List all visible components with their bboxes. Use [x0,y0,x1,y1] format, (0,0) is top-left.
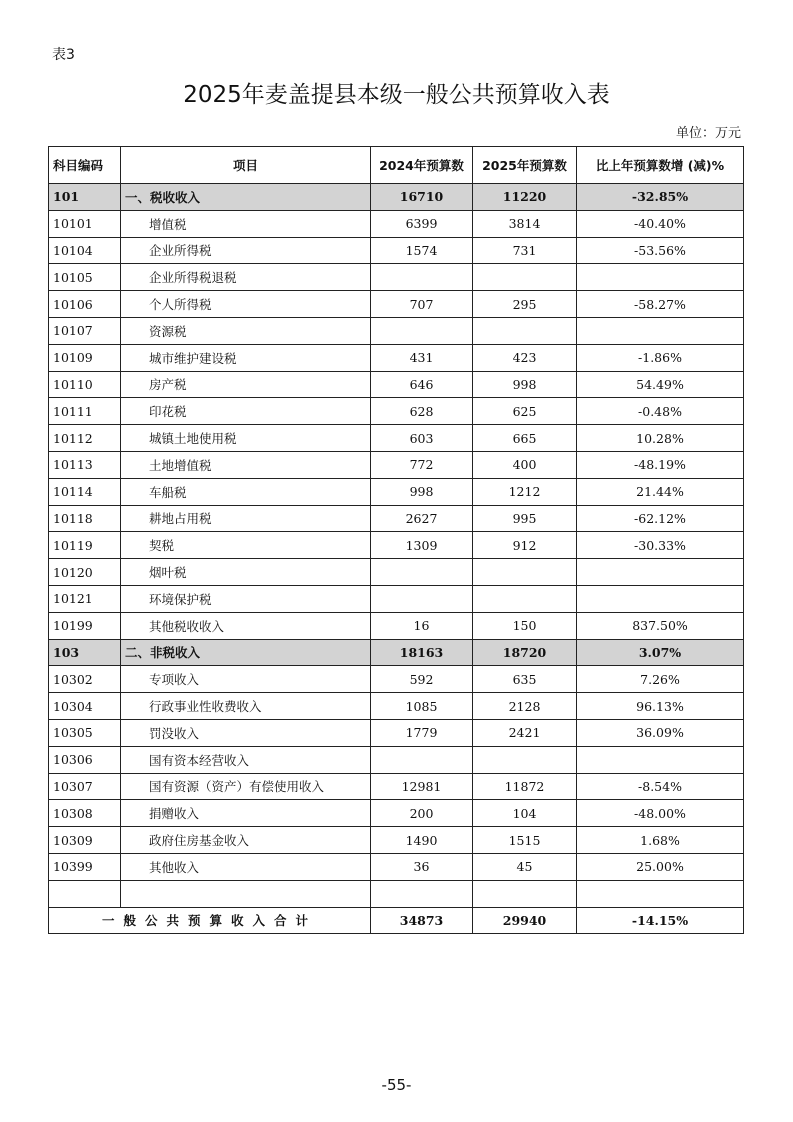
cell-code: 103 [49,639,121,666]
cell-2024: 16710 [371,184,473,211]
cell-code: 10307 [49,773,121,800]
table-row [49,800,744,827]
cell-2025: 3814 [473,210,577,237]
cell-2024: 707 [371,291,473,318]
header-change: 比上年预算数增 (减)% [577,147,744,184]
cell-change: 96.13% [577,693,744,720]
cell-code: 10120 [49,559,121,586]
cell-item: 烟叶税 [121,559,371,586]
cell-change [577,317,744,344]
cell-code: 10304 [49,693,121,720]
cell-code: 10118 [49,505,121,532]
cell-2024: 646 [371,371,473,398]
cell-item: 房产税 [121,371,371,398]
cell-change: -58.27% [577,291,744,318]
cell-change [577,264,744,291]
unit-label: 单位：万元 [675,126,741,141]
cell-change: -0.48% [577,398,744,425]
cell-change: 1.68% [577,827,744,854]
cell-change: -40.40% [577,210,744,237]
table-row [49,398,744,425]
cell-2025: 104 [473,800,577,827]
cell-item: 国有资源（资产）有偿使用收入 [121,773,371,800]
cell-change: -32.85% [577,184,744,211]
cell-change: -8.54% [577,773,744,800]
cell-code: 10306 [49,746,121,773]
cell-item: 环境保护税 [121,585,371,612]
cell-item: 其他税收收入 [121,612,371,639]
cell-2025: 665 [473,425,577,452]
cell-code: 10109 [49,344,121,371]
total-2025: 29940 [473,907,577,934]
cell-2024: 431 [371,344,473,371]
cell-2025 [473,585,577,612]
table-body [49,184,744,934]
cell-code: 101 [49,184,121,211]
cell-change: 3.07% [577,639,744,666]
cell-change [577,559,744,586]
cell-change: 54.49% [577,371,744,398]
cell-2024: 2627 [371,505,473,532]
table-row [49,478,744,505]
cell-2025: 45 [473,853,577,880]
cell-2024: 6399 [371,210,473,237]
header-2024: 2024年预算数 [371,147,473,184]
table-label: 表3 [52,47,75,63]
table-row [49,746,744,773]
cell-2024: 36 [371,853,473,880]
cell-code: 10119 [49,532,121,559]
cell-code: 10105 [49,264,121,291]
cell-2025: 731 [473,237,577,264]
cell-code: 10308 [49,800,121,827]
cell-change: 7.26% [577,666,744,693]
cell-item: 专项收入 [121,666,371,693]
table-row [49,880,744,907]
category-row [49,639,744,666]
cell-change: 10.28% [577,425,744,452]
cell-2025 [473,746,577,773]
cell-code: 10106 [49,291,121,318]
cell-2024: 772 [371,451,473,478]
cell-2024: 1085 [371,693,473,720]
table-row [49,693,744,720]
cell-code: 10302 [49,666,121,693]
cell-change: -1.86% [577,344,744,371]
cell-2025 [473,880,577,907]
table-row [49,827,744,854]
cell-change: -62.12% [577,505,744,532]
cell-change: -30.33% [577,532,744,559]
cell-code: 10199 [49,612,121,639]
cell-2024 [371,585,473,612]
cell-2024 [371,317,473,344]
table-row [49,291,744,318]
cell-code: 10399 [49,853,121,880]
cell-2024 [371,264,473,291]
cell-2024: 628 [371,398,473,425]
cell-2024: 592 [371,666,473,693]
header-code: 科目编码 [49,147,121,184]
total-label: 一般公共预算收入合计 [49,907,371,934]
table-row [49,559,744,586]
cell-2025: 295 [473,291,577,318]
cell-2024: 18163 [371,639,473,666]
cell-change: -48.19% [577,451,744,478]
cell-code: 10104 [49,237,121,264]
table-row [49,853,744,880]
page-number: -55- [381,1076,412,1094]
table-row [49,371,744,398]
cell-item: 罚没收入 [121,719,371,746]
cell-2025: 11220 [473,184,577,211]
cell-2024: 16 [371,612,473,639]
cell-2025: 2421 [473,719,577,746]
cell-2024 [371,880,473,907]
cell-code: 10305 [49,719,121,746]
budget-table [48,146,744,934]
table-row [49,505,744,532]
cell-2024: 998 [371,478,473,505]
cell-change: 21.44% [577,478,744,505]
cell-2025: 998 [473,371,577,398]
cell-change [577,746,744,773]
cell-change [577,880,744,907]
cell-change: -48.00% [577,800,744,827]
cell-code: 10113 [49,451,121,478]
cell-2024: 1490 [371,827,473,854]
category-row [49,184,744,211]
cell-item: 国有资本经营收入 [121,746,371,773]
table-row [49,585,744,612]
page-title: 2025年麦盖提县本级一般公共预算收入表 [183,82,610,108]
cell-item: 城镇土地使用税 [121,425,371,452]
cell-2025: 635 [473,666,577,693]
cell-code: 10309 [49,827,121,854]
cell-2025 [473,317,577,344]
cell-2025 [473,559,577,586]
cell-item: 政府住房基金收入 [121,827,371,854]
cell-item: 契税 [121,532,371,559]
cell-2025: 400 [473,451,577,478]
cell-2025: 1515 [473,827,577,854]
cell-2025: 2128 [473,693,577,720]
cell-item: 资源税 [121,317,371,344]
cell-change: 25.00% [577,853,744,880]
cell-item: 企业所得税退税 [121,264,371,291]
cell-item [121,880,371,907]
cell-2024: 1574 [371,237,473,264]
cell-item: 个人所得税 [121,291,371,318]
cell-change: -53.56% [577,237,744,264]
cell-2024: 1779 [371,719,473,746]
cell-code: 10111 [49,398,121,425]
cell-2024: 1309 [371,532,473,559]
table-row [49,317,744,344]
cell-2025: 625 [473,398,577,425]
cell-code: 10101 [49,210,121,237]
table-row [49,425,744,452]
table-row [49,612,744,639]
cell-item: 捐赠收入 [121,800,371,827]
cell-item: 一、税收收入 [121,184,371,211]
cell-2024 [371,559,473,586]
table-row [49,264,744,291]
table-row [49,719,744,746]
cell-2025: 11872 [473,773,577,800]
cell-2024 [371,746,473,773]
total-change: -14.15% [577,907,744,934]
cell-code [49,880,121,907]
cell-2025: 995 [473,505,577,532]
header-2025: 2025年预算数 [473,147,577,184]
table-row [49,532,744,559]
table-row [49,210,744,237]
total-row [49,907,744,934]
cell-item: 增值税 [121,210,371,237]
header-row [49,147,744,184]
cell-2025 [473,264,577,291]
cell-2025: 423 [473,344,577,371]
table-row [49,237,744,264]
header-item: 项目 [121,147,371,184]
cell-item: 车船税 [121,478,371,505]
cell-2025: 1212 [473,478,577,505]
cell-2024: 200 [371,800,473,827]
cell-item: 行政事业性收费收入 [121,693,371,720]
cell-item: 其他收入 [121,853,371,880]
cell-2024: 12981 [371,773,473,800]
cell-change [577,585,744,612]
cell-item: 印花税 [121,398,371,425]
cell-item: 企业所得税 [121,237,371,264]
table-row [49,451,744,478]
cell-item: 二、非税收入 [121,639,371,666]
cell-code: 10112 [49,425,121,452]
cell-item: 土地增值税 [121,451,371,478]
cell-code: 10121 [49,585,121,612]
cell-item: 城市维护建设税 [121,344,371,371]
cell-item: 耕地占用税 [121,505,371,532]
table-row [49,344,744,371]
cell-code: 10114 [49,478,121,505]
cell-2025: 150 [473,612,577,639]
cell-2024: 603 [371,425,473,452]
cell-2025: 912 [473,532,577,559]
table-row [49,773,744,800]
cell-code: 10110 [49,371,121,398]
table-row [49,666,744,693]
cell-2025: 18720 [473,639,577,666]
cell-code: 10107 [49,317,121,344]
total-2024: 34873 [371,907,473,934]
cell-change: 36.09% [577,719,744,746]
cell-change: 837.50% [577,612,744,639]
